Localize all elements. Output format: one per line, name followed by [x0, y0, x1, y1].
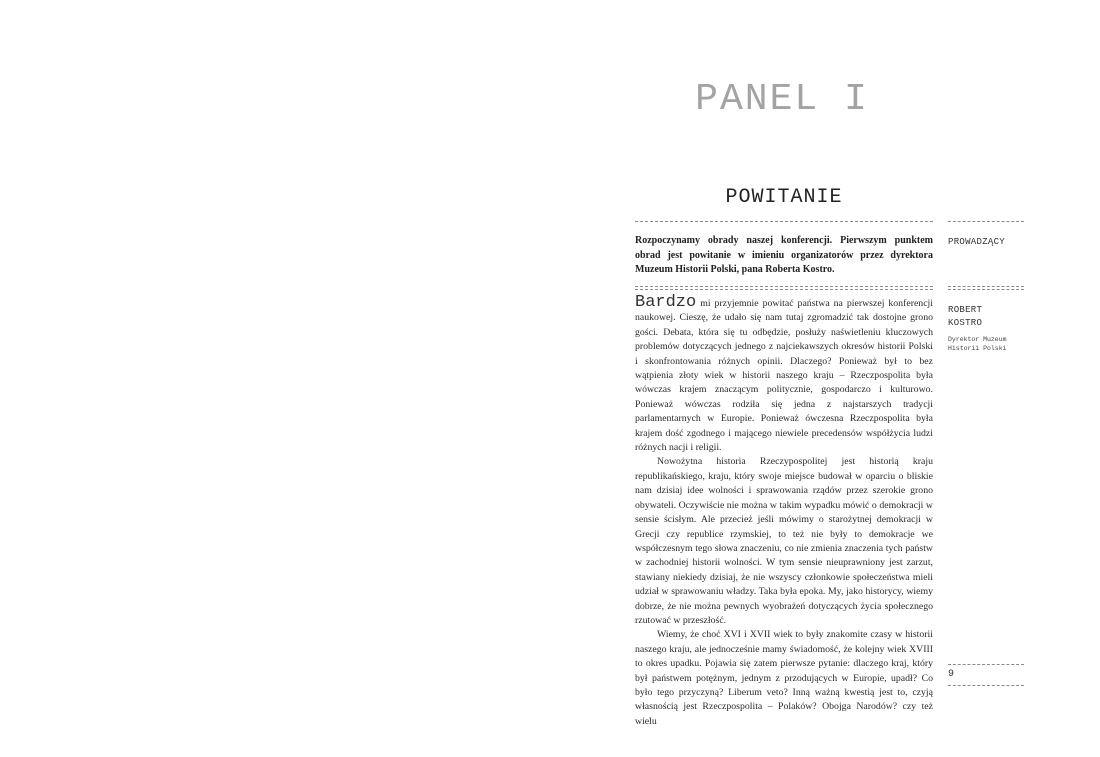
divider-top-side [948, 221, 1024, 222]
panel-title: PANEL I [695, 78, 869, 121]
speech-paragraph-1-text: mi przyjemnie powitać państwa na pierwszej konferencji naukowej. Cieszę, że udało się nam tutaj zgromadzić tak dostojne grono gości. Debata, która się tu odbędzie, posłuży naświetleniu kluczowych problemów dotyczących jednego z najciekawszych okresów historii Polski i skonfrontowania różnych opinii. Dlaczego? Ponieważ był to bez wątpienia złoty wiek w historii naszego kraju – Rzeczpospolita była wówczas krajem znaczącym politycznie, gospodarczo i kulturowo. Ponieważ wówczas rodziła się jedna z najstarszych tradycji parlamentarnych w Europie. Ponieważ ówczesna Rzeczpospolita była krajem dość zgodnego i mającego niewiele precedensów współżycia ludzi różnych nacji i religii. [635, 298, 933, 454]
speaker-role: Dyrektor Muzeum Historii Polski [948, 336, 1007, 352]
speech-body [635, 293, 933, 729]
divider-double-side [948, 286, 1024, 290]
speaker-block [948, 304, 1038, 353]
speech-paragraph-3: Wiemy, że choć XVI i XVII wiek to były znakomite czasy w historii naszego kraju, ale jednocześnie mamy świadomość, że kolejny wiek XVIII to okres upadku. Pojawia się zatem pierwsze pytanie: dlaczego kraj, który był państwem potężnym, jednym z przodujących w Europie, upadł? Co było tego przyczyną? Liberum veto? Inną ważną kwestią jest to, czyją własnością jest Rzeczpospolita – Polaków? Obojga Narodów? czy też wielu [635, 629, 933, 727]
page-number-rule-top [948, 664, 1024, 665]
speaker-name-first: ROBERT [948, 305, 983, 315]
page-number-rule-bottom [948, 685, 1024, 686]
divider-double-main [635, 286, 933, 290]
speech-paragraph-1 [635, 293, 933, 455]
speech-paragraph-2: Nowożytna historia Rzeczypospolitej jest historią kraju republikańskiego, kraju, który swoje miejsce budował w oparciu o bliskie nam dzisiaj idee wolności i sprawowania rządów przez szerokie grono obywateli. Oczywiście nie można w takim wypadku mówić o demokracji w sensie ścisłym. Ale przecież jeśli mówimy o starożytnej demokracji w Grecji czy republice rzymskiej, to też nie były to demokracje we współczesnym tego słowa znaczeniu, co nie zmienia znaczenia tych państw w zachodniej historii wolności. W tym sensie nieuprawniony jest zarzut, stawiany niekiedy dzisiaj, że nie wszyscy członkowie społeczeństwa mieli udział w sprawowaniu władzy. Taka była epoka. My, jako historycy, wiemy dobrze, że nie można pewnych wyobrażeń dotyczących życia społecznego rzutować w przeszłość. [635, 456, 933, 626]
intro-paragraph: Rozpoczynamy obrady naszej konferencji. Pierwszym punktem obrad jest powitanie w imieniu organizatorów przez dyrektora Muzeum Historii Polski, pana Roberta Kostro. [635, 235, 933, 275]
divider-top-main [635, 221, 933, 222]
section-title: POWITANIE [725, 186, 843, 209]
lead-word: Bardzo [635, 293, 697, 312]
speaker-name-last: KOSTRO [948, 318, 983, 328]
moderator-label: PROWADZĄCY [948, 237, 1006, 247]
page-number: 9 [948, 669, 955, 680]
